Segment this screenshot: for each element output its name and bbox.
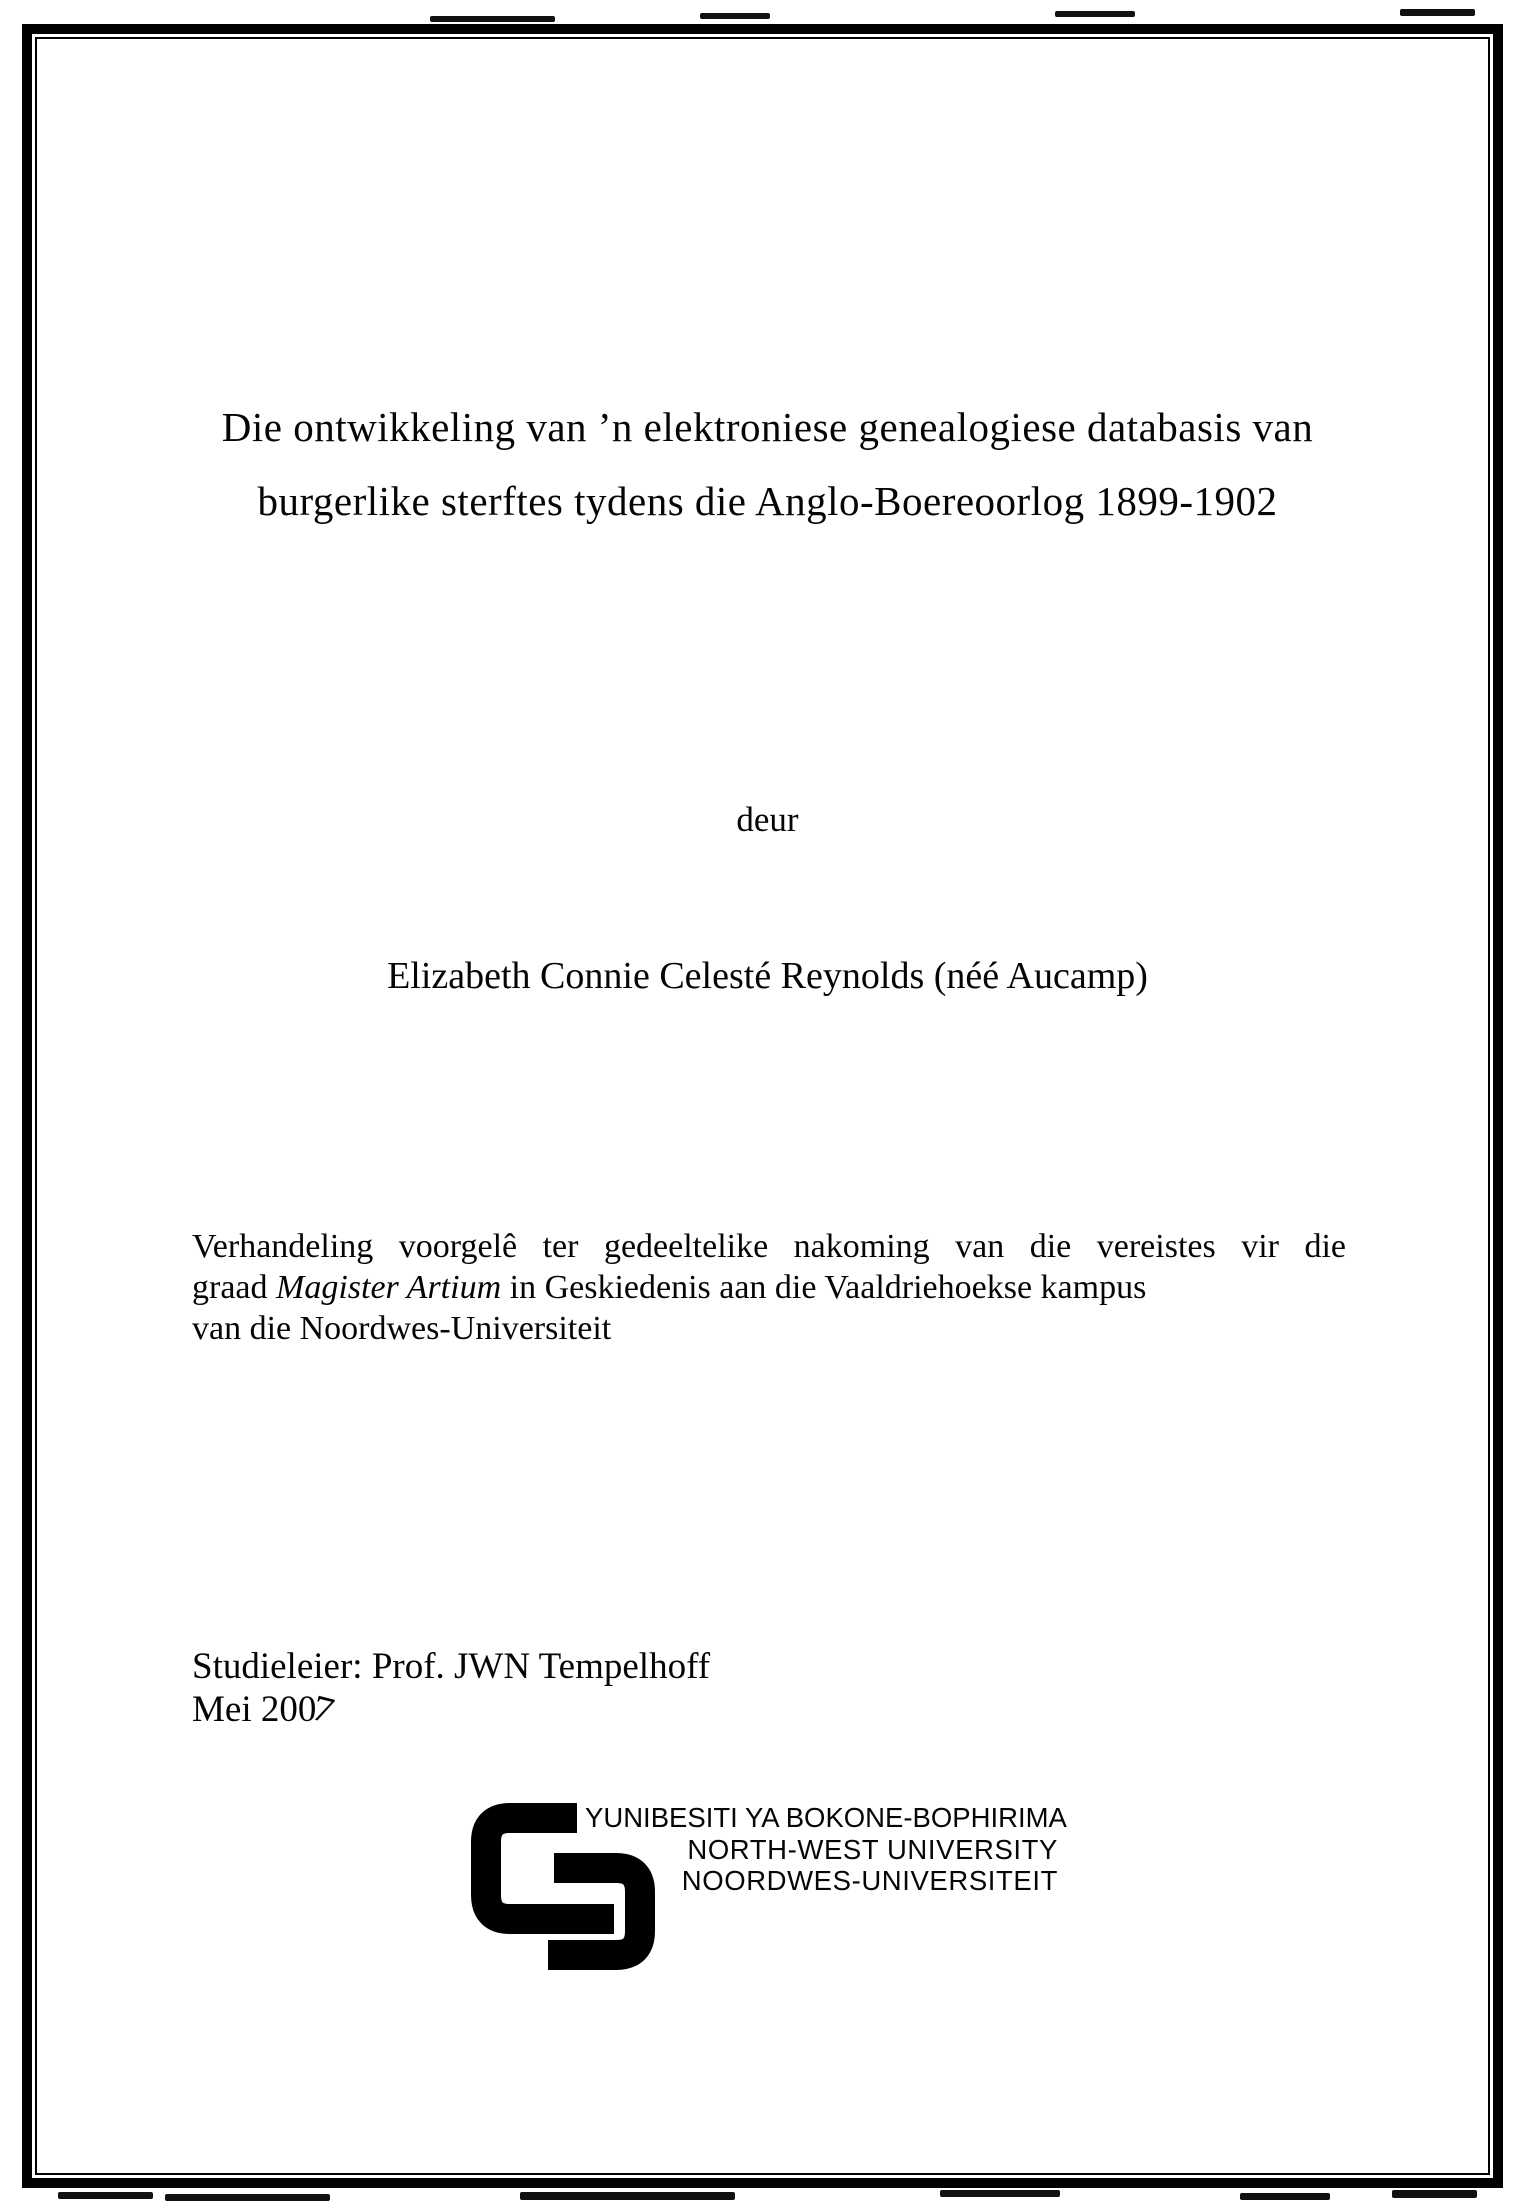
author-name: Elizabeth Connie Celesté Reynolds (néé Aucamp) xyxy=(387,955,1148,997)
scan-artifact xyxy=(1055,11,1135,17)
date-line xyxy=(192,1688,710,1731)
scan-artifact xyxy=(430,16,555,22)
title-line-1: Die ontwikkeling van ’n elektroniese genealogiese databasis van xyxy=(221,404,1314,450)
university-logo xyxy=(468,1800,1068,1975)
degree-statement-line2-prefix: graad xyxy=(192,1269,277,1306)
degree-statement-line-3: van die Noordwes-Universiteit xyxy=(192,1310,612,1347)
degree-statement-line2-suffix: in Geskiedenis aan die Vaaldriehoekse kampus xyxy=(501,1269,1147,1306)
scan-artifact xyxy=(1240,2193,1330,2200)
logo-text-setswana: YUNIBESITI YA BOKONE-BOPHIRIMA xyxy=(585,1802,1067,1833)
degree-statement-line-2 xyxy=(192,1267,1346,1308)
scan-artifact xyxy=(1400,9,1475,16)
degree-statement-line-1: Verhandeling voorgelê ter gedeeltelike nakoming van die vereistes vir die xyxy=(192,1228,1346,1265)
degree-statement xyxy=(192,1226,1346,1349)
logo-text-english: NORTH-WEST UNIVERSITY xyxy=(687,1833,1058,1865)
scan-artifact xyxy=(58,2192,153,2199)
page-title xyxy=(190,390,1345,538)
scan-artifact xyxy=(1392,2190,1477,2198)
date-prefix: Mei 200 xyxy=(192,1689,317,1730)
university-logo-text xyxy=(585,1802,1067,1897)
logo-text-afrikaans: NOORDWES-UNIVERSITEIT xyxy=(681,1865,1058,1896)
byline-deur: deur xyxy=(736,800,799,839)
date-last-digit: 7 xyxy=(308,1687,339,1733)
title-line-2: burgerlike sterftes tydens die Anglo-Boereoorlog 1899-1902 xyxy=(257,478,1278,524)
scan-artifact xyxy=(165,2194,330,2201)
supervisor-line: Studieleier: Prof. JWN Tempelhoff xyxy=(192,1646,711,1687)
degree-name-italic: Magister Artium xyxy=(276,1269,502,1306)
scan-artifact xyxy=(700,13,770,19)
scan-artifact xyxy=(520,2192,735,2200)
scan-artifact xyxy=(940,2190,1060,2197)
supervisor-block xyxy=(192,1645,710,1731)
